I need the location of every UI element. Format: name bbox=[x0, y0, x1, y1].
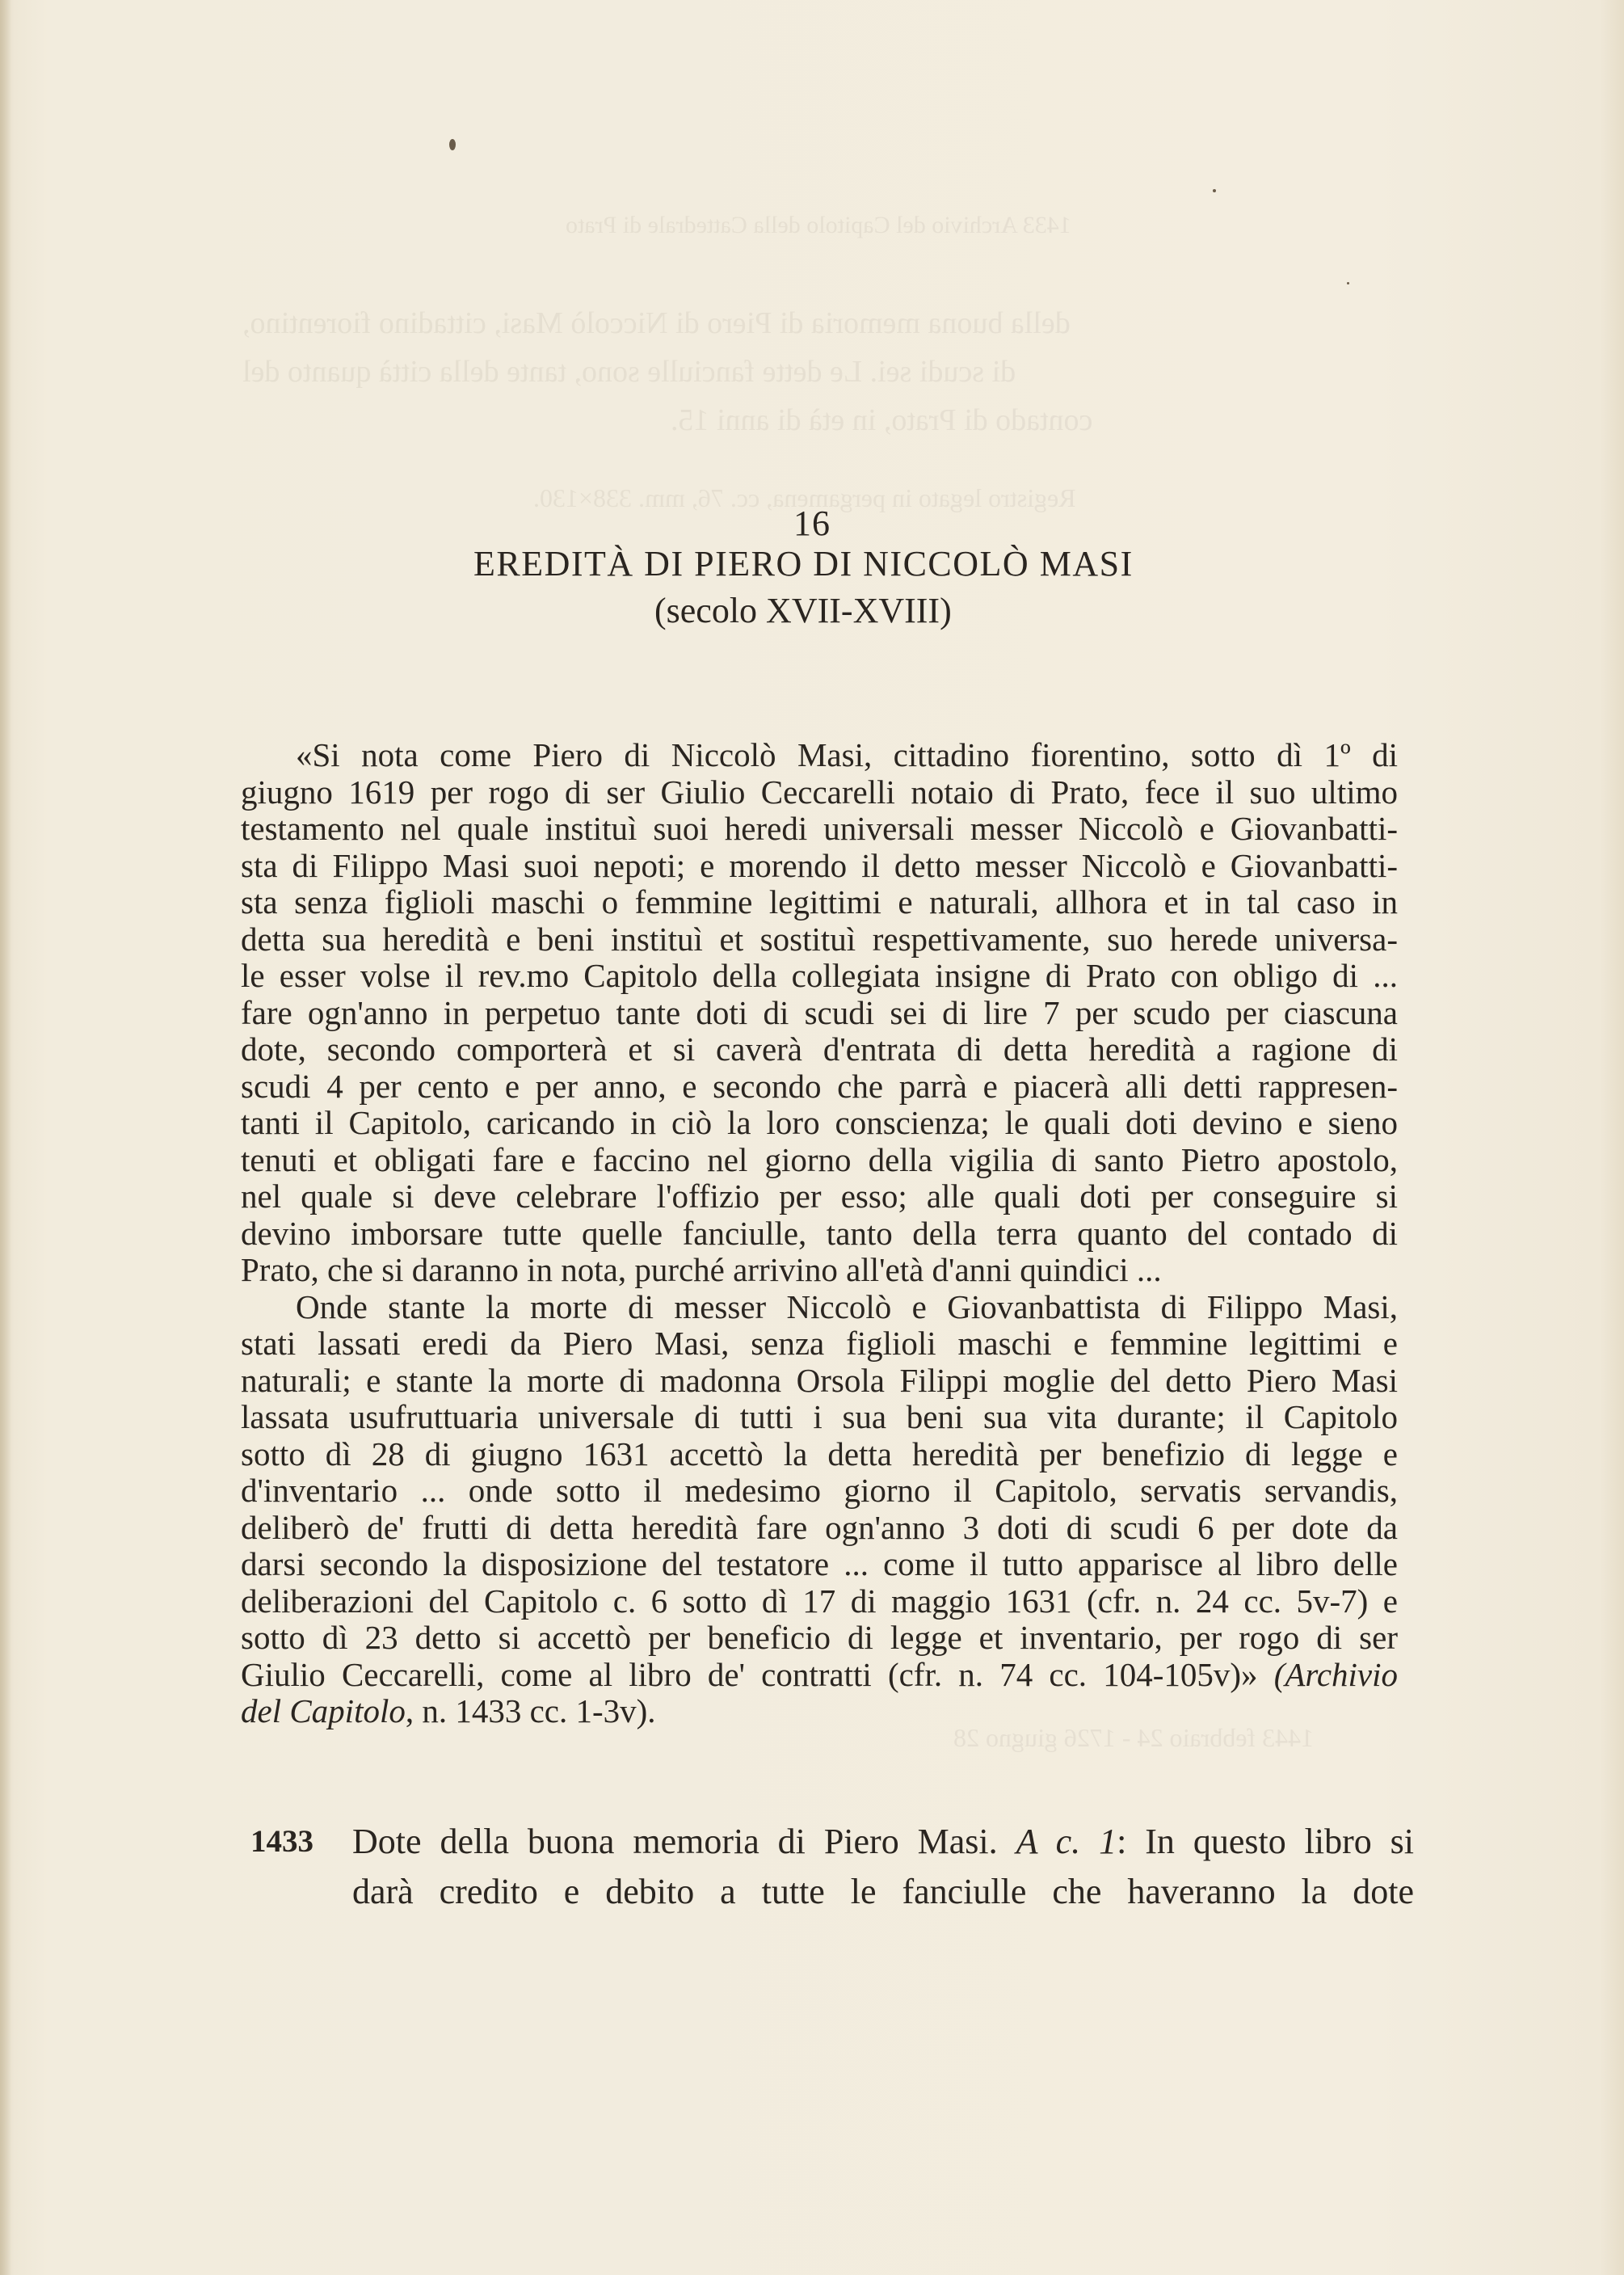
section-number: 16 bbox=[793, 503, 831, 543]
body-line-with-citation bbox=[241, 1693, 1398, 1730]
body-line: testamento nel quale instituì suoi heredi universali messer Niccolò e Giovanbatti- bbox=[241, 810, 1398, 847]
body-line: sotto dì 23 detto si accettò per beneficio di legge et inventario, per rogo di ser bbox=[241, 1619, 1398, 1656]
body-line: sta senza figlioli maschi o femmine legittimi e naturali, allhora et in tal caso in bbox=[241, 883, 1398, 921]
entry-line: darà credito e debito a tutte le fanciulle che haveranno la dote bbox=[352, 1872, 1414, 1911]
body-line: «Si nota come Piero di Niccolò Masi, cittadino fiorentino, sotto dì 1º di bbox=[296, 736, 1398, 773]
body-line: deliberazioni del Capitolo c. 6 sotto dì 17 di maggio 1631 (cfr. n. 24 cc. 5v-7) e bbox=[241, 1582, 1398, 1620]
body-line: dote, secondo comporterà et si caverà d'entrata di detta heredità a ragione di bbox=[241, 1030, 1398, 1068]
body-line: deliberò de' frutti di detta heredità fare ogn'anno 3 doti di scudi 6 per dote da bbox=[241, 1508, 1398, 1546]
body-line: Onde stante la morte di messer Niccolò e Giovanbattista di Filippo Masi, bbox=[296, 1287, 1398, 1325]
body-line: darsi secondo la disposizione del testatore ... come il tutto apparisce al libro delle bbox=[241, 1545, 1398, 1582]
bleed-through-line: 1443 febbraio 24 - 1726 giugno 28 bbox=[953, 1723, 1315, 1752]
body-line: nel quale si deve celebrare l'offizio per esso; alle quali doti per conseguire si bbox=[241, 1178, 1398, 1215]
body-line: Prato, che si daranno in nota, purché arrivino all'età d'anni quindici ... bbox=[241, 1251, 1162, 1288]
body-line: sotto dì 28 di giugno 1631 accettò la detta heredità per benefizio di legge e bbox=[241, 1435, 1398, 1472]
body-line: detta sua heredità e beni instituì et sostituì respettivamente, suo herede universa- bbox=[241, 920, 1398, 958]
body-line: devino imborsare tutte quelle fanciulle, tanto della terra quanto del contado di bbox=[241, 1214, 1398, 1252]
body-line-text: Giulio Ceccarelli, come al libro de' contratti (cfr. n. 74 cc. 104-105v)» bbox=[241, 1655, 1258, 1693]
entry-folio-ref: A c. 1 bbox=[1016, 1822, 1117, 1861]
body-line-with-citation bbox=[241, 1657, 1398, 1694]
citation-ref: , n. 1433 cc. 1-3v). bbox=[405, 1692, 656, 1729]
body-line: scudi 4 per cento e per anno, e secondo che parrà e piacerà alli detti rappresen- bbox=[241, 1067, 1398, 1105]
body-line: fare ogn'anno in perpetuo tante doti di scudi sei di lire 7 per scudo per ciascuna bbox=[241, 993, 1398, 1031]
entry-number: 1433 bbox=[250, 1824, 313, 1859]
bleed-through-line: Registro legato in pergamena, cc. 76, mm. 338×130. bbox=[533, 483, 1076, 512]
section-title: EREDITÀ DI PIERO DI NICCOLÒ MASI bbox=[473, 544, 1134, 583]
ink-speck bbox=[1213, 189, 1216, 192]
body-line: d'inventario ... onde sotto il medesimo giorno il Capitolo, servatis servandis, bbox=[241, 1472, 1398, 1509]
bleed-through-line: di scudi sei. Le dette fanciulle sono, tante della città quanto del bbox=[242, 355, 1016, 389]
body-line: naturali; e stante la morte di madonna Orsola Filippi moglie del detto Piero Masi bbox=[241, 1361, 1398, 1399]
body-line: giugno 1619 per rogo di ser Giulio Ceccarelli notaio di Prato, fece il suo ultimo bbox=[241, 773, 1398, 811]
ink-speck bbox=[449, 139, 456, 150]
quoted-body bbox=[241, 737, 1398, 1730]
citation-source: del Capitolo bbox=[241, 1692, 406, 1729]
entry-description bbox=[352, 1817, 1414, 1917]
page-binding-edge bbox=[0, 0, 11, 2275]
body-line: le esser volse il rev.mo Capitolo della collegiata insigne di Prato con obligo di ... bbox=[241, 957, 1398, 994]
body-line: stati lassati eredi da Piero Masi, senza figlioli maschi e femmine legittimi e bbox=[241, 1325, 1398, 1362]
section-subtitle: (secolo XVII-XVIII) bbox=[654, 591, 952, 630]
bleed-through-line: 1433 Archivio del Capitolo della Cattedrale di Prato bbox=[566, 212, 1071, 238]
bleed-through-line: della buona memoria di Piero di Niccolò Masi, cittadino fiorentino, bbox=[242, 306, 1071, 340]
citation-archive: (Archivio bbox=[1273, 1655, 1398, 1693]
body-line: lassata usufruttuaria universale di tutti i sua beni sua vita durante; il Capitolo bbox=[241, 1398, 1398, 1435]
body-line: tenuti et obligati fare e faccino nel giorno della vigilia di santo Pietro apostolo, bbox=[241, 1140, 1398, 1178]
bleed-through-line: contado di Prato, in età di anni 15. bbox=[671, 403, 1093, 437]
entry-text: : In questo libro si bbox=[1117, 1822, 1415, 1861]
body-line: sta di Filippo Masi suoi nepoti; e morendo il detto messer Niccolò e Giovanbatti- bbox=[241, 846, 1398, 884]
entry-title: Dote della buona memoria di Piero Masi. bbox=[352, 1822, 998, 1861]
entry-line bbox=[352, 1817, 1414, 1867]
body-line: tanti il Capitolo, caricando in ciò la loro conscienza; le quali doti devino e sieno bbox=[241, 1104, 1398, 1141]
ink-speck bbox=[1347, 282, 1349, 284]
